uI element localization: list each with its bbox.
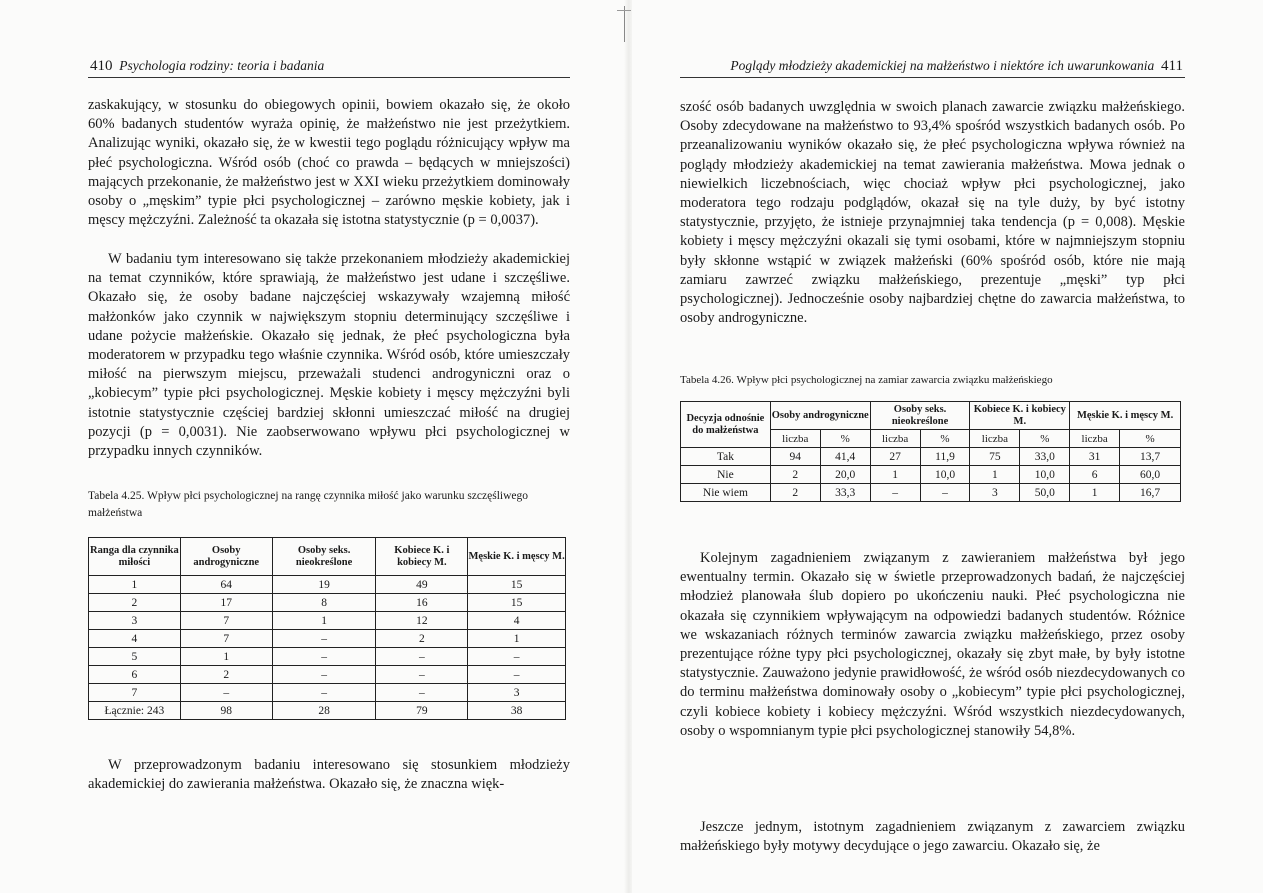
subheader-percent: % [820, 430, 870, 448]
table-header-row [681, 402, 1181, 430]
table-cell: 11,9 [920, 448, 970, 466]
table-cell: 1 [180, 648, 272, 666]
table-cell: – [376, 648, 468, 666]
table-cell: 50,0 [1020, 484, 1070, 502]
table-row [681, 466, 1181, 484]
column-header: Męskie K. i męscy M. [468, 538, 566, 576]
table-cell: 19 [272, 576, 376, 594]
table-cell: 15 [468, 576, 566, 594]
left-page [0, 0, 631, 893]
table-cell: 3 [970, 484, 1020, 502]
table-cell: – [272, 684, 376, 702]
table-cell: 1 [89, 576, 181, 594]
table-cell: 4 [468, 612, 566, 630]
group-header: Osoby androgyniczne [770, 402, 870, 430]
table-cell: 41,4 [820, 448, 870, 466]
left-running-header [90, 58, 324, 75]
table-cell: 1 [1070, 484, 1120, 502]
table-row [89, 612, 566, 630]
table-cell: 64 [180, 576, 272, 594]
table-row [89, 702, 566, 720]
table-cell: 33,3 [820, 484, 870, 502]
table-cell: 2 [180, 666, 272, 684]
column-header: Osoby seks. nieokreślone [272, 538, 376, 576]
column-header: Ranga dla czynnika miłości [89, 538, 181, 576]
table-cell: 20,0 [820, 466, 870, 484]
table-cell: 13,7 [1120, 448, 1181, 466]
table-cell: 1 [468, 630, 566, 648]
left-table-caption: Tabela 4.25. Wpływ płci psychologicznej na rangę czynnika miłość jako warunku szczęśliwego małżeństwa [88, 490, 528, 519]
left-header-rule [88, 77, 570, 78]
table-row [89, 648, 566, 666]
table-cell: 2 [770, 484, 820, 502]
table-love-rank [88, 537, 566, 720]
left-paragraph-2: W badaniu tym interesowano się także przekonaniem młodzieży akademickiej na temat czynników, które sprawiają, że małżeństwo jest udane i szczęśliwe. Okazało się, że osoby badane najczęściej wskazywały wzajemną miłość małżonków jako czynnik w największym stopniu determinujący szczęśliwe i udane pożycie małżeńskie. Okazało się jednak, że płeć psychologiczna była moderatorem w przypadku tego właśnie czynnika. Wśród osób, które umieszczały miłość na pierwszym miejscu, przeważali studenci androgyniczni oraz o „kobiecym” typie płci psychologicznej. Męskie kobiety i męscy mężczyźni byli istotnie statystycznie częściej bardziej skłonni umieszczać miłość na drugiej pozycji (p = 0,0031). Nie zaobserwowano wpływu płci psychologicznej w przypadku innych czynników. [88, 251, 570, 460]
group-header: Kobiece K. i kobiecy M. [970, 402, 1070, 430]
table-cell: – [272, 666, 376, 684]
table-cell: 31 [1070, 448, 1120, 466]
table-cell: 1 [970, 466, 1020, 484]
left-running-title: Psychologia rodziny: teoria i badania [119, 58, 325, 73]
table-cell: – [376, 666, 468, 684]
table-row [681, 448, 1181, 466]
column-header: Kobiece K. i kobiecy M. [376, 538, 468, 576]
table-cell: 6 [89, 666, 181, 684]
subheader-percent: % [920, 430, 970, 448]
table-marriage-decision [680, 401, 1181, 502]
table-cell: 7 [89, 684, 181, 702]
table-cell: 3 [468, 684, 566, 702]
table-cell: 16 [376, 594, 468, 612]
table-cell: 15 [468, 594, 566, 612]
table-cell: – [468, 666, 566, 684]
table-row [89, 684, 566, 702]
table-cell: 10,0 [920, 466, 970, 484]
table-cell: 2 [376, 630, 468, 648]
right-page [632, 0, 1263, 893]
table-cell: 16,7 [1120, 484, 1181, 502]
left-paragraph-3: W przeprowadzonym badaniu interesowano się stosunkiem młodzieży akademickiej do zawierania małżeństwa. Okazało się, że znaczna więk- [88, 757, 570, 793]
table-row [89, 666, 566, 684]
table-cell: 98 [180, 702, 272, 720]
table-cell: 4 [89, 630, 181, 648]
row-header: Decyzja odnośnie do małżeństwa [681, 402, 771, 448]
table-cell: 60,0 [1120, 466, 1181, 484]
table-cell: 2 [770, 466, 820, 484]
table-cell: 10,0 [1020, 466, 1070, 484]
table-cell: 33,0 [1020, 448, 1070, 466]
table-cell: – [920, 484, 970, 502]
table-cell: 12 [376, 612, 468, 630]
table-cell: Tak [681, 448, 771, 466]
table-cell: – [376, 684, 468, 702]
table-cell: 7 [180, 630, 272, 648]
right-table-caption: Tabela 4.26. Wpływ płci psychologicznej na zamiar zawarcia związku małżeńskiego [680, 374, 1053, 386]
table-cell: – [468, 648, 566, 666]
table-cell: 75 [970, 448, 1020, 466]
subheader-count: liczba [970, 430, 1020, 448]
table-cell: 1 [870, 466, 920, 484]
table-cell: 49 [376, 576, 468, 594]
right-running-title: Poglądy młodzieży akademickiej na małżeństwo i niektóre ich uwarunkowania [730, 58, 1155, 73]
table-cell: – [180, 684, 272, 702]
subheader-percent: % [1020, 430, 1070, 448]
table-cell: – [272, 630, 376, 648]
subheader-count: liczba [1070, 430, 1120, 448]
table-cell: 38 [468, 702, 566, 720]
table-row [89, 630, 566, 648]
table-header-row [89, 538, 566, 576]
table-cell: 1 [272, 612, 376, 630]
table-cell: Łącznie: 243 [89, 702, 181, 720]
subheader-percent: % [1120, 430, 1181, 448]
table-row [681, 484, 1181, 502]
right-paragraph-2: Kolejnym zagadnieniem związanym z zawieraniem małżeństwa był jego ewentualny termin. Okazało się w świetle przeprowadzonych badań, że najczęściej młodzież planowała ślub dopiero po ukończeniu nauki. Płeć psychologiczna nie okazała się czynnikiem wpływającym na odpowiedzi badanych studentów. Różnice we wskazaniach różnych terminów zawarcia związku małżeńskiego, przez osoby prezentujące różne typy płci psychologicznej, okazały się zbyt małe, by były istotne statystycznie. Zauważono jedynie prawidłowość, że wśród osób niezdecydowanych co do terminu małżeństwa dominowały osoby o „kobiecym” typie płci psychologicznej, czyli kobiece kobiety i kobiecy mężczyźni. Wśród wszystkich niezdecydowanych, osoby o wspomnianym typie płci psychologicznej stanowiły 54,8%. [680, 550, 1185, 739]
table-cell: – [870, 484, 920, 502]
group-header: Męskie K. i męscy M. [1070, 402, 1181, 430]
table-cell: 6 [1070, 466, 1120, 484]
table-cell: 8 [272, 594, 376, 612]
column-header: Osoby androgyniczne [180, 538, 272, 576]
table-cell: 3 [89, 612, 181, 630]
table-row [89, 594, 566, 612]
table-cell: 7 [180, 612, 272, 630]
right-paragraph-1: szość osób badanych uwzględnia w swoich planach zawarcie związku małżeńskiego. Osoby zdecydowane na małżeństwo to 93,4% spośród wszystkich badanych osób. Po przeanalizowaniu wyników okazało się, że płeć psychologiczna wpływa również na poglądy młodzieży akademickiej na temat zawierania małżeństwa. Mowa jednak o niewielkich liczebnościach, więc chociaż wpływ płci psychologicznej, jako moderatora tego rodzaju podglądów, okazał się na tyle duży, by być istotny statystycznie, przyjęto, że istnieje przynajmniej taka tendencja (p = 0,008). Męskie kobiety i męscy mężczyźni okazali się tymi osobami, które w najmniejszym stopniu były skłonne wstąpić w związek małżeński (60% spośród osób, które nie mają zamiaru zawrzeć związku małżeńskiego, prezentuje „męski” typ płci psychologicznej). Jednocześnie osoby najbardziej chętne do zawarcia małżeństwa, to osoby androgyniczne. [680, 99, 1185, 327]
table-cell: Nie wiem [681, 484, 771, 502]
right-page-number: 411 [1161, 58, 1183, 74]
right-running-header [730, 58, 1183, 75]
table-cell: 17 [180, 594, 272, 612]
table-cell: 79 [376, 702, 468, 720]
table-cell: Nie [681, 466, 771, 484]
right-header-rule [680, 77, 1185, 78]
group-header: Osoby seks. nieokreślone [870, 402, 970, 430]
table-cell: – [272, 648, 376, 666]
table-cell: 2 [89, 594, 181, 612]
left-paragraph-1: zaskakujący, w stosunku do obiegowych opinii, bowiem okazało się, że około 60% badanych studentów wyraża opinię, że małżeństwo nie jest przeżytkiem. Analizując wyniki, okazało się, że w kwestii tego poglądu różnicujący wpływ ma płeć psychologiczna. Wśród osób (choć co prawda – będących w mniejszości) mających przekonanie, że małżeństwo jest w XXI wieku przeżytkiem dominowały osoby o „męskim” typie płci psychologicznej – zarówno męskie kobiety, jak i męscy mężczyźni. Zależność ta okazała się istotna statystycznie (p = 0,0037). [88, 97, 570, 229]
right-paragraph-3: Jeszcze jednym, istotnym zagadnieniem związanym z zawarciem związku małżeńskiego były motywy decydujące o jego zawarciu. Okazało się, że [680, 819, 1185, 855]
table-cell: 28 [272, 702, 376, 720]
table-cell: 94 [770, 448, 820, 466]
left-page-number: 410 [90, 58, 113, 74]
subheader-count: liczba [870, 430, 920, 448]
table-row [89, 576, 566, 594]
subheader-count: liczba [770, 430, 820, 448]
table-cell: 5 [89, 648, 181, 666]
table-cell: 27 [870, 448, 920, 466]
